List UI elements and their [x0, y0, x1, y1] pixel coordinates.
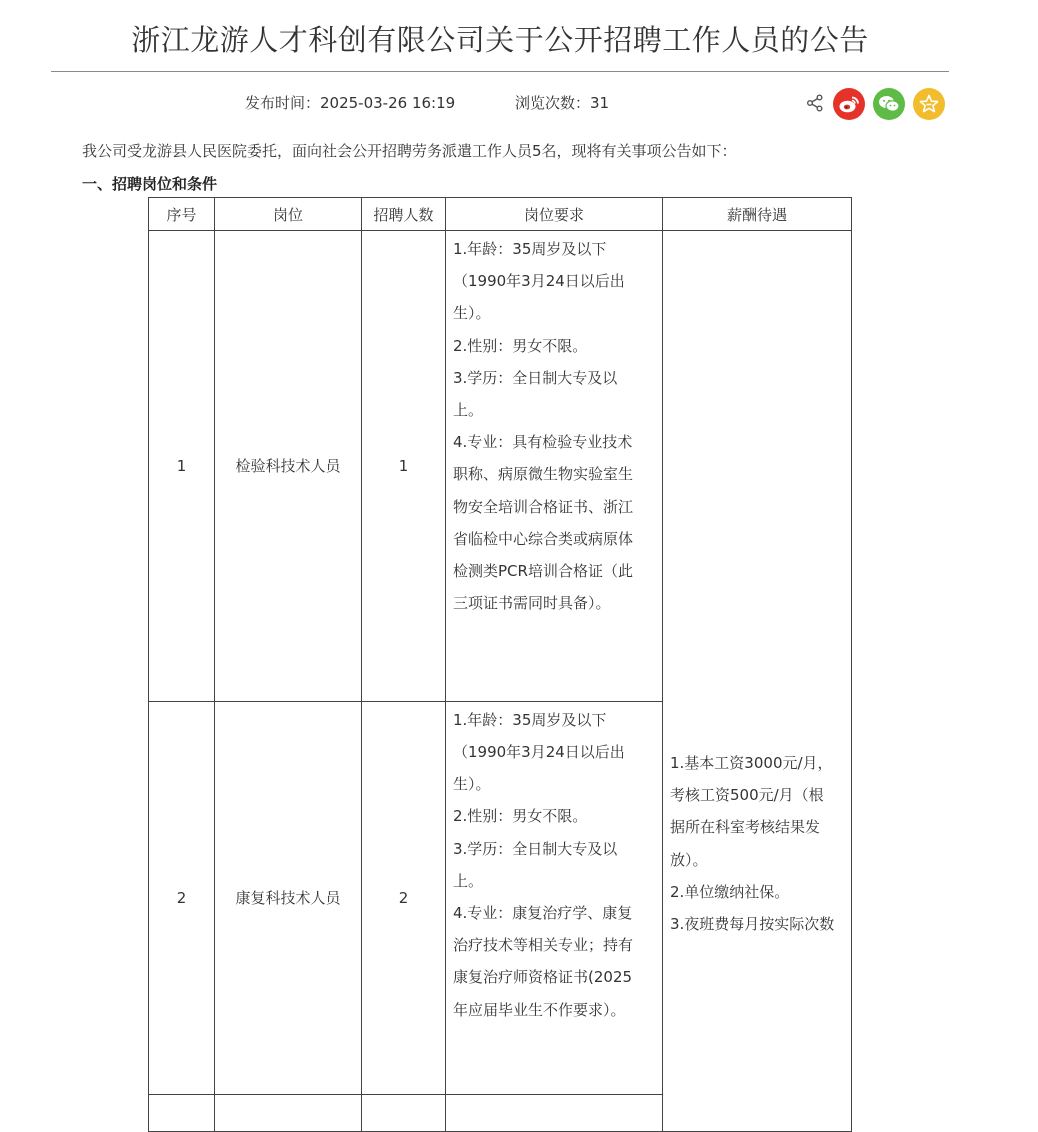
header-cell: 序号: [149, 198, 215, 231]
salary-text: [670, 747, 845, 940]
favorite-button[interactable]: [913, 88, 945, 120]
requirement-line: 3.学历：全日制大专及以: [453, 839, 618, 858]
requirement-line: 1.年龄：35周岁及以下: [453, 240, 607, 258]
requirements-cell: [446, 1094, 663, 1131]
favorite-star-icon: [919, 94, 939, 114]
salary-line: 考核工资500元/月（根: [670, 786, 824, 805]
requirement-line: 生）。: [453, 775, 491, 794]
salary-cell: [663, 231, 852, 1132]
requirement-line: 职称、病原微生物实验室生: [453, 465, 634, 484]
salary-line: 1.基本工资3000元/月，: [670, 754, 833, 772]
intro-paragraph: 我公司受龙游县人民医院委托，面向社会公开招聘劳务派遣工作人员5名，现将有关事项公告如下：: [82, 142, 737, 160]
requirement-line: 生）。: [453, 304, 491, 323]
row-number: [149, 1094, 215, 1131]
wechat-share-button[interactable]: [873, 88, 905, 120]
publish-time: 发布时间：2025-03-26 16:19: [245, 94, 456, 112]
requirements-text: [453, 704, 656, 1026]
header-cell: 薪酬待遇: [663, 198, 852, 231]
share-icon[interactable]: [806, 94, 824, 112]
requirements-text: [453, 233, 656, 619]
page-title: 浙江龙游人才科创有限公司关于公开招聘工作人员的公告: [131, 23, 869, 57]
requirement-line: 年应届毕业生不作要求）。: [453, 1000, 626, 1019]
position-name: 康复科技术人员: [215, 701, 362, 1094]
requirement-line: 治疗技术等相关专业；持有: [453, 936, 634, 955]
hire-count: 1: [362, 231, 446, 702]
section-heading: 一、招聘岗位和条件: [82, 175, 218, 193]
requirement-line: 上。: [453, 871, 484, 890]
requirements-cell: [446, 231, 663, 702]
requirement-line: 三项证书需同时具备）。: [453, 594, 611, 613]
header-cell: 岗位要求: [446, 198, 663, 231]
position-name: 检验科技术人员: [215, 231, 362, 702]
hire-count: [362, 1094, 446, 1131]
requirement-line: 上。: [453, 401, 484, 420]
view-count: 浏览次数：31: [515, 94, 610, 112]
requirement-line: 物安全培训合格证书、浙江: [453, 497, 634, 516]
wechat-icon: [878, 95, 900, 113]
salary-line: 3.夜班费每月按实际次数: [670, 915, 835, 934]
salary-line: 据所在科室考核结果发: [670, 818, 821, 837]
table-header-row: [149, 198, 852, 231]
requirement-line: 2.性别：男女不限。: [453, 807, 588, 826]
salary-line: 放）。: [670, 850, 708, 869]
row-number: 1: [149, 231, 215, 702]
recruitment-table: [148, 197, 852, 1132]
requirement-line: 2.性别：男女不限。: [453, 336, 588, 355]
requirement-line: 康复治疗师资格证书(2025: [453, 968, 633, 987]
requirement-line: （1990年3月24日以后出: [453, 272, 625, 291]
table-row: [149, 231, 852, 702]
header-cell: 岗位: [215, 198, 362, 231]
requirement-line: 检测类PCR培训合格证（此: [453, 562, 633, 581]
salary-line: 2.单位缴纳社保。: [670, 882, 790, 901]
requirement-line: （1990年3月24日以后出: [453, 742, 625, 761]
row-number: 2: [149, 701, 215, 1094]
requirement-line: 1.年龄：35周岁及以下: [453, 710, 607, 729]
position-name: [215, 1094, 362, 1131]
requirement-line: 3.学历：全日制大专及以: [453, 368, 618, 387]
requirement-line: 省临检中心综合类或病原体: [453, 529, 634, 548]
requirement-line: 4.专业：具有检验专业技术: [453, 433, 633, 452]
requirement-line: 4.专业：康复治疗学、康复: [453, 903, 633, 922]
weibo-icon: [838, 94, 860, 114]
weibo-share-button[interactable]: [833, 88, 865, 120]
title-divider: [51, 71, 949, 72]
header-cell: 招聘人数: [362, 198, 446, 231]
requirements-cell: [446, 701, 663, 1094]
hire-count: 2: [362, 701, 446, 1094]
